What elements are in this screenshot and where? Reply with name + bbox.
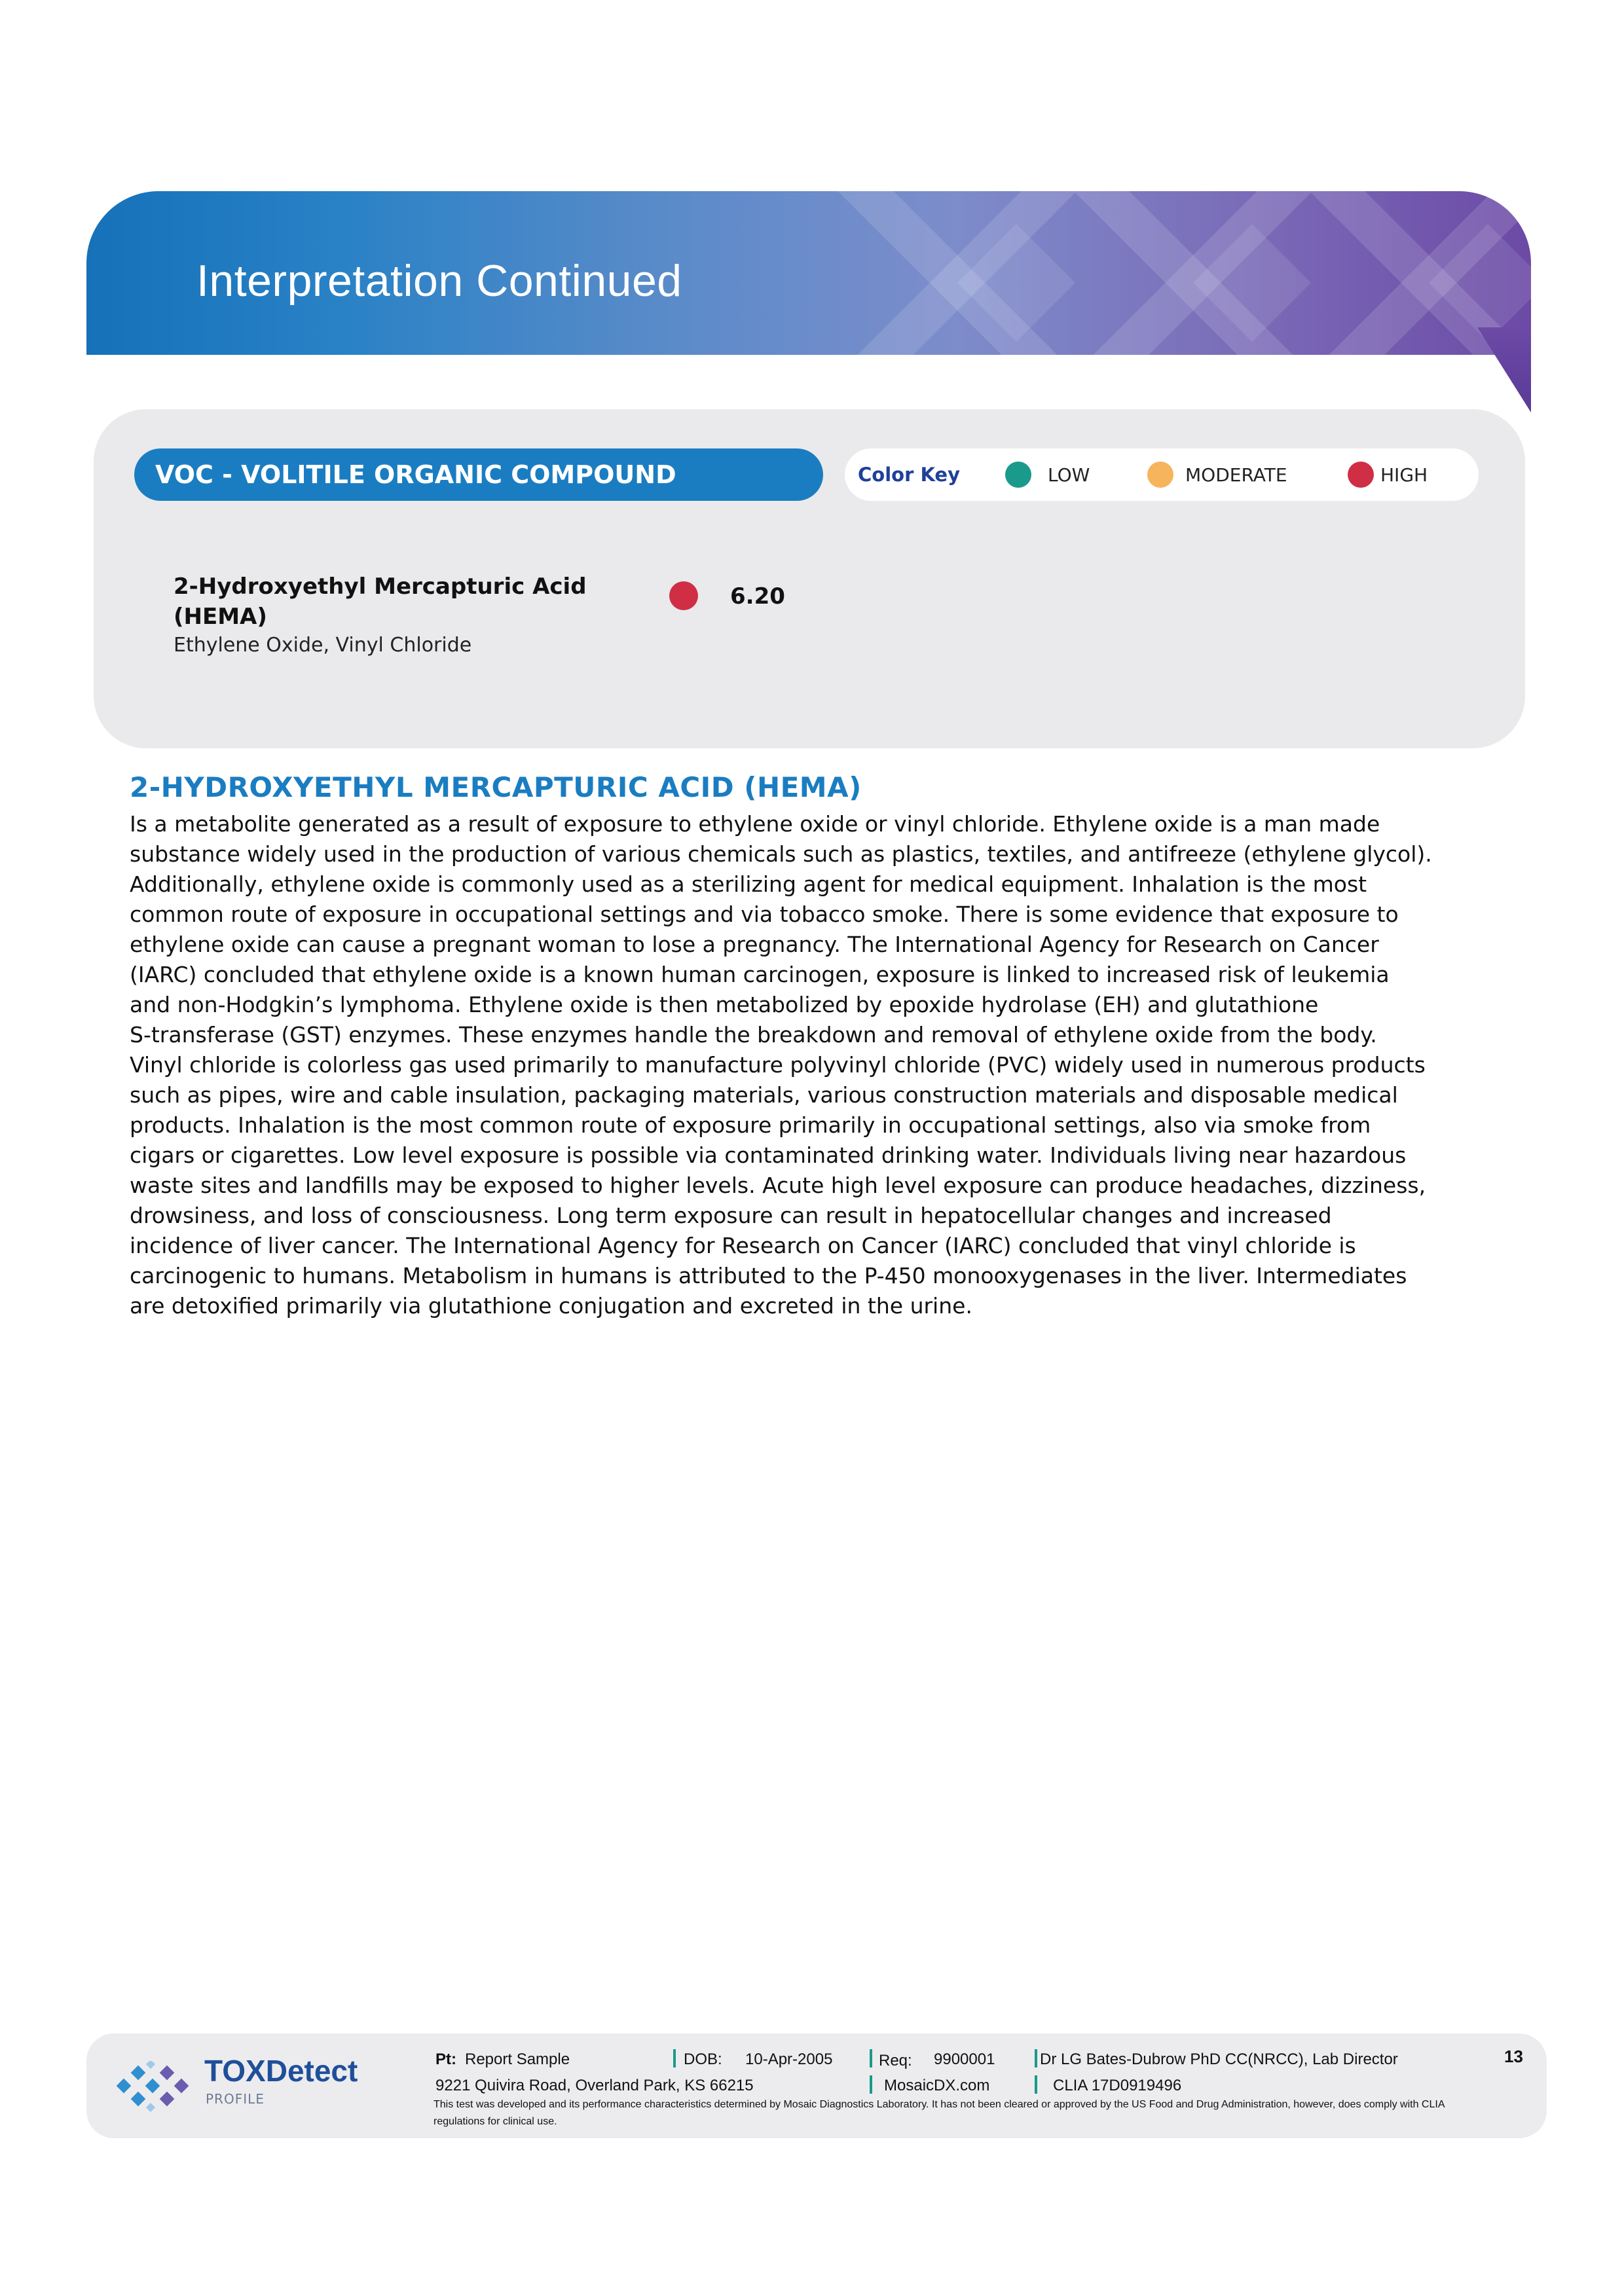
color-key-title: Color Key [858, 464, 961, 486]
color-key-low: LOW [1048, 464, 1090, 486]
website: MosaicDX.com [884, 2077, 990, 2094]
patient-value: Report Sample [465, 2050, 570, 2068]
moderate-dot-icon [1147, 462, 1173, 488]
page-title: Interpretation Continued [196, 256, 682, 306]
page-number: 13 [1504, 2047, 1523, 2066]
req-value: 9900001 [934, 2050, 995, 2068]
analyte-name: 2-Hydroxyethyl Mercapturic Acid (HEMA) [174, 574, 587, 630]
result-value: 6.20 [730, 583, 785, 610]
lab-address: 9221 Quivira Road, Overland Park, KS 66215 [435, 2077, 754, 2094]
footer-divider [870, 2049, 872, 2068]
logo-subtitle: PROFILE [206, 2091, 265, 2107]
interpretation-heading: 2-HYDROXYETHYL MERCAPTURIC ACID (HEMA) [130, 771, 862, 803]
footer-divider [870, 2075, 872, 2094]
dob-label: DOB: [684, 2050, 722, 2068]
footer [86, 2033, 1547, 2138]
logo-text: TOXDetect [204, 2054, 358, 2088]
color-key-high: HIGH [1380, 464, 1428, 486]
section-title-pill [134, 448, 823, 501]
footer-divider [673, 2049, 676, 2068]
low-dot-icon [1005, 462, 1031, 488]
lab-director: Dr LG Bates-Dubrow PhD CC(NRCC), Lab Director [1040, 2050, 1398, 2068]
interpretation-body: Is a metabolite generated as a result of exposure to ethylene oxide or vinyl chloride. Ethylene oxide is a man made substance widely used in the production of various chemicals such as plastics, textiles, and antifreeze (ethylene glycol). Additionally, ethylene oxide is commonly used as a sterilizing agent for medical equipment. Inhalation is the most common route of exposure in occupational settings and via tobacco smoke. There is some evidence that exposure to ethylene oxide can cause a pregnant woman to lose a pregnancy. The International Agency for Research on Cancer (IARC) concluded that ethylene oxide is a known human carcinogen, exposure is linked to increased risk of leukemia and non-Hodgkin’s lymphoma. Ethylene oxide is then metabolized by epoxide hydrolase (EH) and glutathione S-transferase (GST) enzymes. These enzymes handle the breakdown and removal of ethylene oxide from the body. Vinyl chloride is colorless gas used primarily to manufacture polyvinyl chloride (PVC) widely used in numerous products such as pipes, wire and cable insulation, packaging materials, various construction materials and disposable medical products. Inhalation is the most common route of exposure primarily in occupational settings, also via smoke from cigars or cigarettes. Low level exposure is possible via contaminated drinking water. Individuals living near hazardous waste sites and landfills may be exposed to higher levels. Acute high level exposure can produce headaches, dizziness, drowsiness, and loss of consciousness. Long term exposure can result in hepatocellular changes and increased incidence of liver cancer. The International Agency for Research on Cancer (IARC) concluded that vinyl chloride is carcinogenic to humans. Metabolism in humans is attributed to the P-450 monooxygenases in the liver. Intermediates are detoxified primarily via glutathione conjugation and excreted in the urine. [130, 811, 1432, 1319]
color-key-moderate: MODERATE [1185, 464, 1287, 486]
patient-label: Pt: [435, 2050, 456, 2068]
footer-divider [1035, 2049, 1037, 2068]
footer-divider [1035, 2075, 1037, 2094]
section-title: VOC - VOLITILE ORGANIC COMPOUND [155, 460, 676, 489]
clia-number: CLIA 17D0919496 [1053, 2077, 1182, 2094]
color-key [845, 448, 1479, 501]
analyte-sources: Ethylene Oxide, Vinyl Chloride [174, 634, 472, 657]
result-level-dot-icon [669, 581, 698, 610]
disclaimer: This test was developed and its performance characteristics determined by Mosaic Diagnostics Laboratory. It has not been cleared or approved by the US Food and Drug Administration, however, does comply with CLIA regulations for clinical use. [434, 2099, 1445, 2127]
high-dot-icon [1348, 462, 1374, 488]
req-label: Req: [879, 2052, 912, 2069]
banner-tail [1477, 327, 1531, 412]
toxdetect-logo-icon [116, 2061, 201, 2113]
dob-value: 10-Apr-2005 [745, 2050, 833, 2068]
